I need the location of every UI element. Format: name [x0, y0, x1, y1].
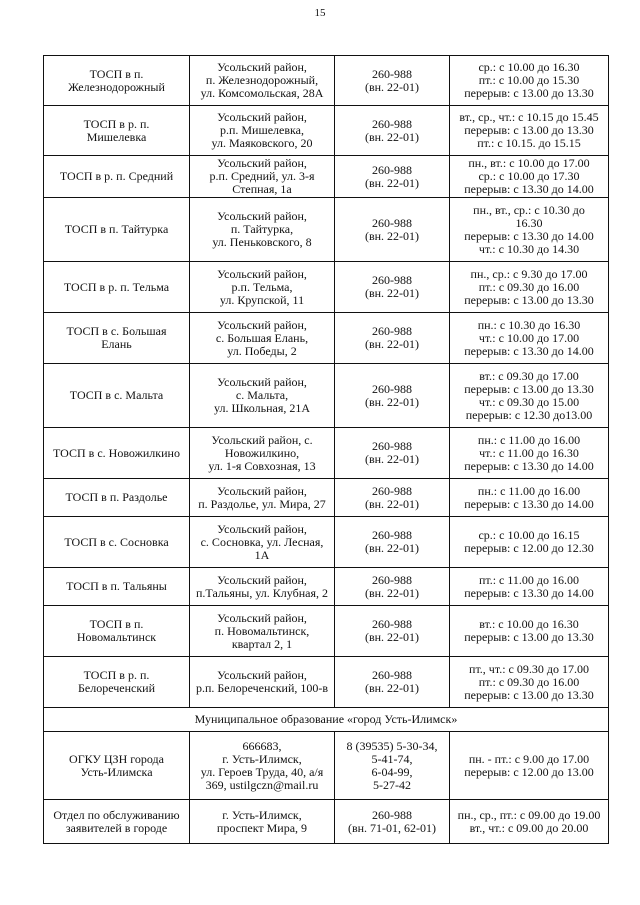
office-name-cell: ТОСП в п. Новомальтинск [44, 606, 190, 657]
address-cell: Усольский район, п.Тальяны, ул. Клубная, 2 [190, 568, 335, 606]
page-number: 15 [314, 7, 326, 19]
table-row [44, 732, 609, 800]
address-cell: Усольский район, р.п. Средний, ул. 3-я Степная, 1а [190, 156, 335, 198]
table-row [44, 800, 609, 844]
address-cell: Усольский район, с. Большая Елань, ул. Победы, 2 [190, 313, 335, 364]
office-name-cell: ТОСП в п. Железнодорожный [44, 56, 190, 106]
hours-cell: пн. - пт.: с 9.00 до 17.00 перерыв: с 12.00 до 13.00 [450, 732, 609, 800]
table-row [44, 479, 609, 517]
hours-cell: пт., чт.: с 09.30 до 17.00 пт.: с 09.30 до 16.00 перерыв: с 13.00 до 13.30 [450, 657, 609, 708]
office-name-cell: ТОСП в с. Мальта [44, 364, 190, 428]
hours-cell: пн.: с 10.30 до 16.30 чт.: с 10.00 до 17.00 перерыв: с 13.30 до 14.00 [450, 313, 609, 364]
phone-cell: 260-988 (вн. 22-01) [335, 198, 450, 262]
office-name-cell: ТОСП в с. Новожилкино [44, 428, 190, 479]
table-row [44, 198, 609, 262]
address-cell: Усольский район, с. Сосновка, ул. Лесная, 1А [190, 517, 335, 568]
hours-cell: пн.: с 11.00 до 16.00 перерыв: с 13.30 до 14.00 [450, 479, 609, 517]
hours-cell: вт.: с 09.30 до 17.00 перерыв: с 13.00 до 13.30 чт.: с 09.30 до 15.00 перерыв: с 12.30 до13.00 [450, 364, 609, 428]
phone-cell: 260-988 (вн. 22-01) [335, 606, 450, 657]
hours-cell: пн., ср.: с 9.30 до 17.00 пт.: с 09.30 до 16.00 перерыв: с 13.00 до 13.30 [450, 262, 609, 313]
hours-cell: пн., вт., ср.: с 10.30 до 16.30 перерыв: с 13.30 до 14.00 чт.: с 10.30 до 14.30 [450, 198, 609, 262]
table-body-ust-ilimsk [44, 732, 609, 844]
office-name-cell: ТОСП в п. Тайтурка [44, 198, 190, 262]
table-row [44, 517, 609, 568]
phone-cell: 260-988 (вн. 22-01) [335, 568, 450, 606]
address-cell: Усольский район, п. Раздолье, ул. Мира, 27 [190, 479, 335, 517]
address-cell: Усольский район, п. Железнодорожный, ул. Комсомольская, 28А [190, 56, 335, 106]
office-name-cell: ТОСП в п. Раздолье [44, 479, 190, 517]
office-name-cell: ТОСП в с. Сосновка [44, 517, 190, 568]
phone-cell: 260-988 (вн. 71-01, 62-01) [335, 800, 450, 844]
table-body-usolsky [44, 56, 609, 708]
table-row [44, 606, 609, 657]
phone-cell: 8 (39535) 5-30-34, 5-41-74, 6-04-99, 5-27-42 [335, 732, 450, 800]
hours-cell: вт., ср., чт.: с 10.15 до 15.45 перерыв: с 13.00 до 13.30 пт.: с 10.15. до 15.15 [450, 106, 609, 156]
office-name-cell: ТОСП в р. п. Тельма [44, 262, 190, 313]
phone-cell: 260-988 (вн. 22-01) [335, 479, 450, 517]
address-cell: Усольский район, с. Новожилкино, ул. 1-я Совхозная, 13 [190, 428, 335, 479]
hours-cell: ср.: с 10.00 до 16.30 пт.: с 10.00 до 15.30 перерыв: с 13.00 до 13.30 [450, 56, 609, 106]
section-title: Муниципальное образование «город Усть-Илимск» [44, 708, 609, 732]
hours-cell: ср.: с 10.00 до 16.15 перерыв: с 12.00 до 12.30 [450, 517, 609, 568]
section-row-group [44, 708, 609, 732]
office-name-cell: ТОСП в п. Тальяны [44, 568, 190, 606]
phone-cell: 260-988 (вн. 22-01) [335, 428, 450, 479]
hours-cell: пт.: с 11.00 до 16.00 перерыв: с 13.30 до 14.00 [450, 568, 609, 606]
phone-cell: 260-988 (вн. 22-01) [335, 364, 450, 428]
phone-cell: 260-988 (вн. 22-01) [335, 106, 450, 156]
table-row [44, 313, 609, 364]
address-cell: Усольский район, р.п. Мишелевка, ул. Маяковского, 20 [190, 106, 335, 156]
phone-cell: 260-988 (вн. 22-01) [335, 657, 450, 708]
phone-cell: 260-988 (вн. 22-01) [335, 262, 450, 313]
office-name-cell: ТОСП в р. п. Мишелевка [44, 106, 190, 156]
phone-cell: 260-988 (вн. 22-01) [335, 313, 450, 364]
address-cell: Усольский район, р.п. Белореченский, 100-в [190, 657, 335, 708]
address-cell: Усольский район, п. Новомальтинск, квартал 2, 1 [190, 606, 335, 657]
address-cell: Усольский район, с. Мальта, ул. Школьная, 21А [190, 364, 335, 428]
table-row [44, 156, 609, 198]
table-row [44, 106, 609, 156]
address-cell: 666683, г. Усть-Илимск, ул. Героев Труда, 40, а/я 369, ustilgczn@mail.ru [190, 732, 335, 800]
address-cell: г. Усть-Илимск, проспект Мира, 9 [190, 800, 335, 844]
table-row [44, 56, 609, 106]
table-row [44, 657, 609, 708]
table-row [44, 428, 609, 479]
phone-cell: 260-988 (вн. 22-01) [335, 517, 450, 568]
office-name-cell: ТОСП в р. п. Средний [44, 156, 190, 198]
office-name-cell: ОГКУ ЦЗН города Усть-Илимска [44, 732, 190, 800]
table-row [44, 364, 609, 428]
section-row [44, 708, 609, 732]
table-row [44, 568, 609, 606]
phone-cell: 260-988 (вн. 22-01) [335, 56, 450, 106]
hours-cell: вт.: с 10.00 до 16.30 перерыв: с 13.00 до 13.30 [450, 606, 609, 657]
office-name-cell: ТОСП в р. п. Белореченский [44, 657, 190, 708]
phone-cell: 260-988 (вн. 22-01) [335, 156, 450, 198]
table-row [44, 262, 609, 313]
address-cell: Усольский район, п. Тайтурка, ул. Пеньковского, 8 [190, 198, 335, 262]
hours-cell: пн., ср., пт.: с 09.00 до 19.00 вт., чт.: с 09.00 до 20.00 [450, 800, 609, 844]
office-name-cell: ТОСП в с. Большая Елань [44, 313, 190, 364]
address-cell: Усольский район, р.п. Тельма, ул. Крупской, 11 [190, 262, 335, 313]
hours-cell: пн., вт.: с 10.00 до 17.00 ср.: с 10.00 до 17.30 перерыв: с 13.30 до 14.00 [450, 156, 609, 198]
offices-table [43, 55, 609, 844]
office-name-cell: Отдел по обслуживанию заявителей в городе [44, 800, 190, 844]
hours-cell: пн.: с 11.00 до 16.00 чт.: с 11.00 до 16.30 перерыв: с 13.30 до 14.00 [450, 428, 609, 479]
